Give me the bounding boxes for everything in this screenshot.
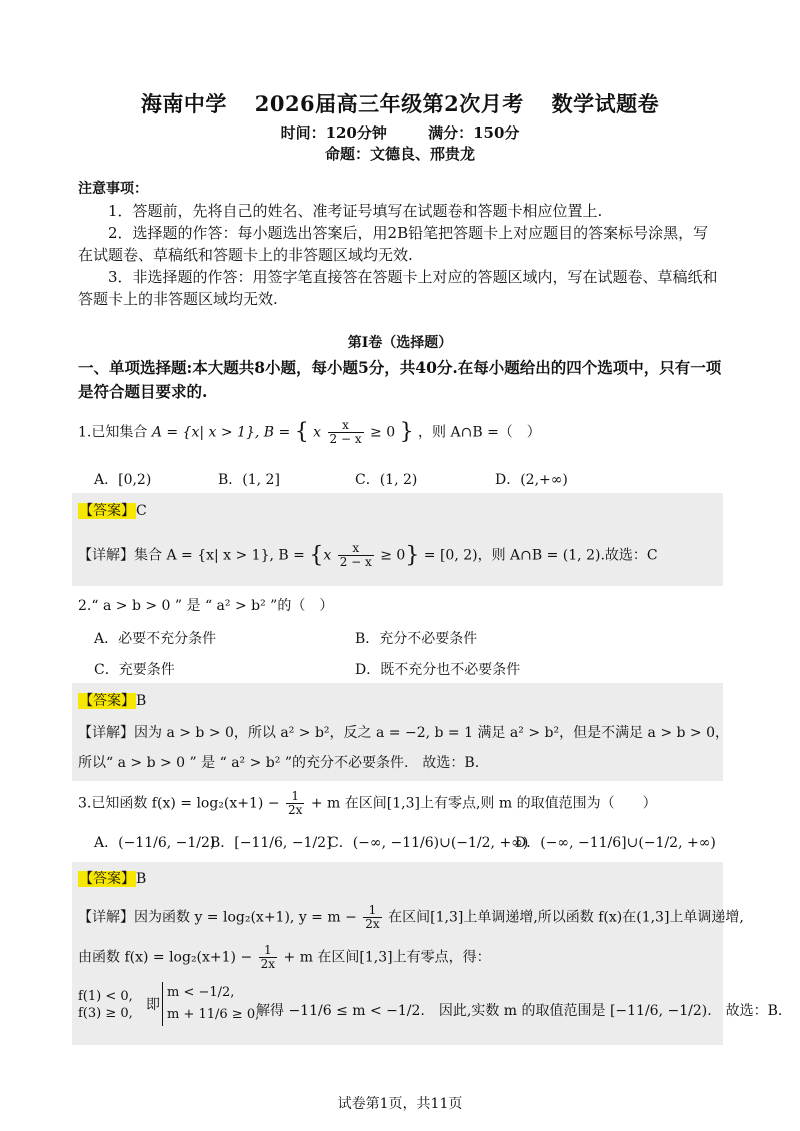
notice-heading: 注意事项： (78, 181, 148, 197)
question-2-stem: 2.“ a > b > 0 ” 是 “ a² > b² ”的（ ） (78, 598, 334, 614)
page-footer: 试卷第1页，共11页 (337, 1096, 463, 1112)
q3-detail-line-2: 由函数 f(x) = log₂(x+1) − $\frac{1}{2x}$ + m 在区间[1,3]上有零点，得： (78, 943, 491, 971)
q1-detail: 【详解】集合 A = {x| x > 1}, B = {x $\frac{x}{2 - x}$ ≥ 0} = [0, 2)，则 A∩B = (1, 2).故选：C (78, 541, 658, 569)
exam-title (0, 88, 800, 118)
exam-score: 满分：150分 (428, 124, 520, 142)
q2-detail-line-1: 【详解】因为 a > b > 0，所以 a² > b²，反之 a = −2, b = 1 满足 a² > b²，但是不满足 a > b > 0， (78, 725, 729, 741)
q2-answer: 【答案】B (79, 693, 147, 709)
notice-item-2: 2．选择题的作答：每小题选出答案后，用2B铅笔把答题卡上对应题目的答案标号涂黑，写在试题卷、草稿纸和答题卡上的非答题区域均无效. (78, 224, 709, 264)
q2-option-c: C．充要条件 (94, 662, 175, 678)
q2-detail-line-2: 所以“ a > b > 0 ” 是 “ a² > b² ”的充分不必要条件. 故选：B. (78, 755, 480, 771)
q1-option-d: D．(2,+∞) (495, 472, 568, 488)
q3-option-a: A．(−11/6, −1/2) (94, 835, 216, 851)
section-description: 一、单项选择题:本大题共8小题，每小题5分，共40分.在每小题给出的四个选项中，只有一项是符合题目要求的. (78, 358, 722, 401)
q3-system-mid: 即 (146, 997, 160, 1013)
question-3-stem: 3.已知函数 f(x) = log₂(x+1) − $\frac{1}{2x}$ + m 在区间[1,3]上有零点,则 m 的取值范围为（ ） (78, 789, 657, 817)
question-1-stem: 1.已知集合 A = {x| x > 1}, B = { x $\frac{x}{2 - x}$ ≥ 0 } ，则 A∩B =（ ） (78, 418, 541, 446)
notice-item-1: 1．答题前，先将自己的姓名、准考证号填写在试题卷和答题卡相应位置上. (108, 202, 603, 220)
q1-option-a: A．[0,2) (94, 472, 152, 488)
school-name: 海南中学 (140, 91, 227, 116)
q2-option-b: B．充分不必要条件 (355, 631, 478, 647)
q1-answer: 【答案】C (79, 503, 147, 519)
exam-name: 2026届高三年级第2次月考 (254, 91, 524, 116)
q3-system-right: m < −1/2, m + 11/6 ≥ 0, (162, 982, 259, 1026)
q3-option-d: D．(−∞, −11/6]∪(−1/2, +∞) (515, 835, 716, 851)
q1-answer-box (72, 493, 723, 586)
q3-option-c: C．(−∞, −11/6)∪(−1/2, +∞) (328, 835, 529, 851)
q1-option-b: B．(1, 2] (218, 472, 280, 488)
q3-system-left: f(1) < 0, f(3) ≥ 0, (78, 989, 133, 1021)
exam-meta (0, 122, 800, 143)
exam-time: 时间：120分钟 (280, 124, 387, 142)
q3-detail-line-1: 【详解】因为函数 y = log₂(x+1), y = m − $\frac{1}{2x}$ 在区间[1,3]上单调递增,所以函数 f(x)在(1,3]上单调递增, (78, 903, 744, 931)
notice-item-3: 3．非选择题的作答：用签字笔直接答在答题卡上对应的答题区域内，写在试题卷、草稿纸和答题卡上的非答题区域均无效. (78, 268, 718, 308)
section-title: 第Ⅰ卷（选择题） (347, 335, 453, 351)
answer-tag: 【答案】 (79, 503, 135, 519)
q3-detail-line-3: 解得 −11/6 ≤ m < −1/2. 因此,实数 m 的取值范围是 [−11/6, −1/2). 故选：B. (256, 1003, 783, 1019)
q2-option-a: A．必要不充分条件 (94, 631, 217, 647)
exam-authors: 命题：文德良、邢贵龙 (324, 145, 475, 163)
q1-fraction: $\frac{x}{2 - x}$ (329, 418, 362, 446)
q3-answer: 【答案】B (79, 871, 147, 887)
q1-option-c: C．(1, 2) (355, 472, 418, 488)
q2-option-d: D．既不充分也不必要条件 (355, 662, 521, 678)
subject-name: 数学试题卷 (551, 91, 660, 116)
q3-option-b: B．[−11/6, −1/2] (210, 835, 332, 851)
